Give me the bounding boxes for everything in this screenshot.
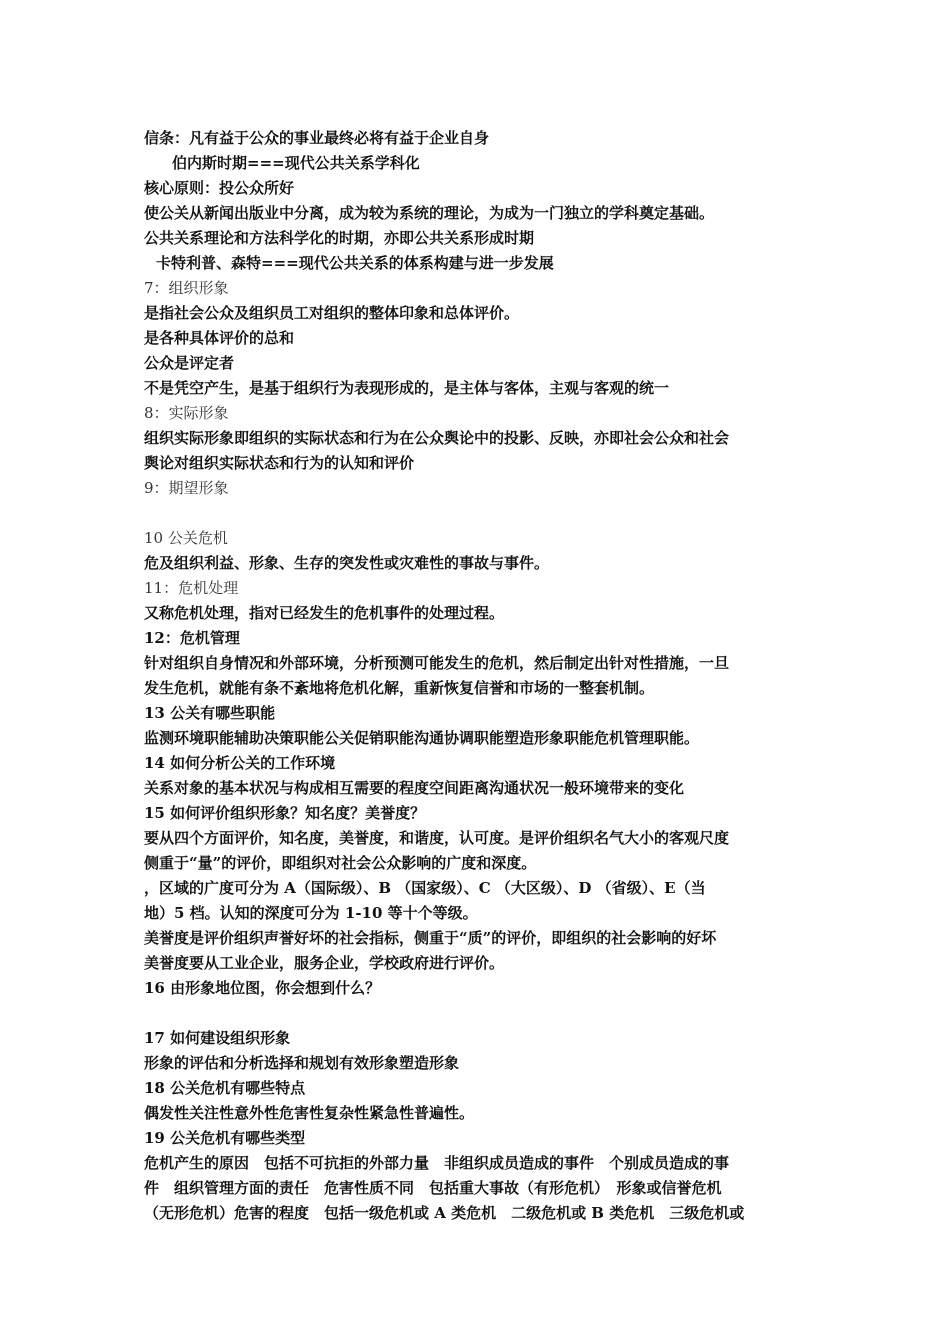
text-line: 地）5 档。认知的深度可分为 1-10 等十个等级。 bbox=[144, 904, 478, 922]
text-line: 针对组织自身情况和外部环境，分析预测可能发生的危机，然后制定出针对性措施，一旦 bbox=[144, 654, 730, 672]
text-line: 不是凭空产生，是基于组织行为表现形成的，是主体与客体，主观与客观的统一 bbox=[144, 379, 670, 397]
text-line: 偶发性关注性意外性危害性复杂性紧急性普遍性。 bbox=[144, 1104, 475, 1122]
text-line: 10 公关危机 bbox=[144, 529, 228, 547]
text-line: 8：实际形象 bbox=[144, 404, 229, 422]
text-line: 18 公关危机有哪些特点 bbox=[144, 1079, 306, 1097]
text-line: 舆论对组织实际状态和行为的认知和评价 bbox=[144, 454, 415, 472]
text-line: 卡特利普、森特===现代公共关系的体系构建与进一步发展 bbox=[156, 254, 554, 272]
text-line: 组织实际形象即组织的实际状态和行为在公众舆论中的投影、反映，亦即社会公众和社会 bbox=[144, 429, 730, 447]
text-line: 关系对象的基本状况与构成相互需要的程度空间距离沟通状况一般环境带来的变化 bbox=[144, 779, 685, 797]
text-line: 15 如何评价组织形象？知名度？美誉度？ bbox=[144, 804, 426, 822]
text-line: 19 公关危机有哪些类型 bbox=[144, 1129, 306, 1147]
text-line: 13 公关有哪些职能 bbox=[144, 704, 276, 722]
blank-line bbox=[144, 501, 814, 526]
text-line: 发生危机，就能有条不紊地将危机化解，重新恢复信誉和市场的一整套机制。 bbox=[144, 679, 655, 697]
text-line: 12：危机管理 bbox=[144, 629, 240, 647]
text-line: 侧重于“量”的评价，即组织对社会公众影响的广度和深度。 bbox=[144, 854, 537, 872]
blank-line bbox=[144, 1001, 814, 1026]
text-line: （无形危机）危害的程度 包括一级危机或 A 类危机 二级危机或 B 类危机 三级危机或 bbox=[144, 1204, 745, 1222]
document-body bbox=[144, 126, 814, 1226]
text-line: 14 如何分析公关的工作环境 bbox=[144, 754, 336, 772]
text-line: 公众是评定者 bbox=[144, 354, 235, 372]
text-line: 伯内斯时期===现代公共关系学科化 bbox=[172, 154, 420, 172]
text-line: 又称危机处理，指对已经发生的危机事件的处理过程。 bbox=[144, 604, 505, 622]
text-line: 美誉度是评价组织声誉好坏的社会指标，侧重于“质”的评价，即组织的社会影响的好坏 bbox=[144, 929, 717, 947]
text-line: ，区域的广度可分为 A（国际级）、B （国家级）、C （大区级）、D （省级）、E（当 bbox=[144, 879, 706, 897]
text-line: 件 组织管理方面的责任 危害性质不同 包括重大事故（有形危机） 形象或信誉危机 bbox=[144, 1179, 722, 1197]
text-line: 公共关系理论和方法科学化的时期，亦即公共关系形成时期 bbox=[144, 229, 535, 247]
text-line: 使公关从新闻出版业中分离，成为较为系统的理论，为成为一门独立的学科奠定基础。 bbox=[144, 204, 715, 222]
text-line: 17 如何建设组织形象 bbox=[144, 1029, 291, 1047]
text-line: 16 由形象地位图，你会想到什么？ bbox=[144, 979, 381, 997]
text-line: 监测环境职能辅助决策职能公关促销职能沟通协调职能塑造形象职能危机管理职能。 bbox=[144, 729, 700, 747]
text-line: 危机产生的原因 包括不可抗拒的外部力量 非组织成员造成的事件 个别成员造成的事 bbox=[144, 1154, 730, 1172]
text-line: 形象的评估和分析选择和规划有效形象塑造形象 bbox=[144, 1054, 460, 1072]
text-line: 7：组织形象 bbox=[144, 279, 229, 297]
text-line: 信条：凡有益于公众的事业最终必将有益于企业自身 bbox=[144, 129, 490, 147]
text-line: 美誉度要从工业企业，服务企业，学校政府进行评价。 bbox=[144, 954, 505, 972]
text-line: 是各种具体评价的总和 bbox=[144, 329, 295, 347]
text-line: 是指社会公众及组织员工对组织的整体印象和总体评价。 bbox=[144, 304, 520, 322]
text-line: 9：期望形象 bbox=[144, 479, 229, 497]
text-line: 危及组织利益、形象、生存的突发性或灾难性的事故与事件。 bbox=[144, 554, 550, 572]
text-line: 11：危机处理 bbox=[144, 579, 239, 597]
text-line: 要从四个方面评价，知名度，美誉度，和谐度，认可度。是评价组织名气大小的客观尺度 bbox=[144, 829, 730, 847]
text-line: 核心原则：投公众所好 bbox=[144, 179, 295, 197]
